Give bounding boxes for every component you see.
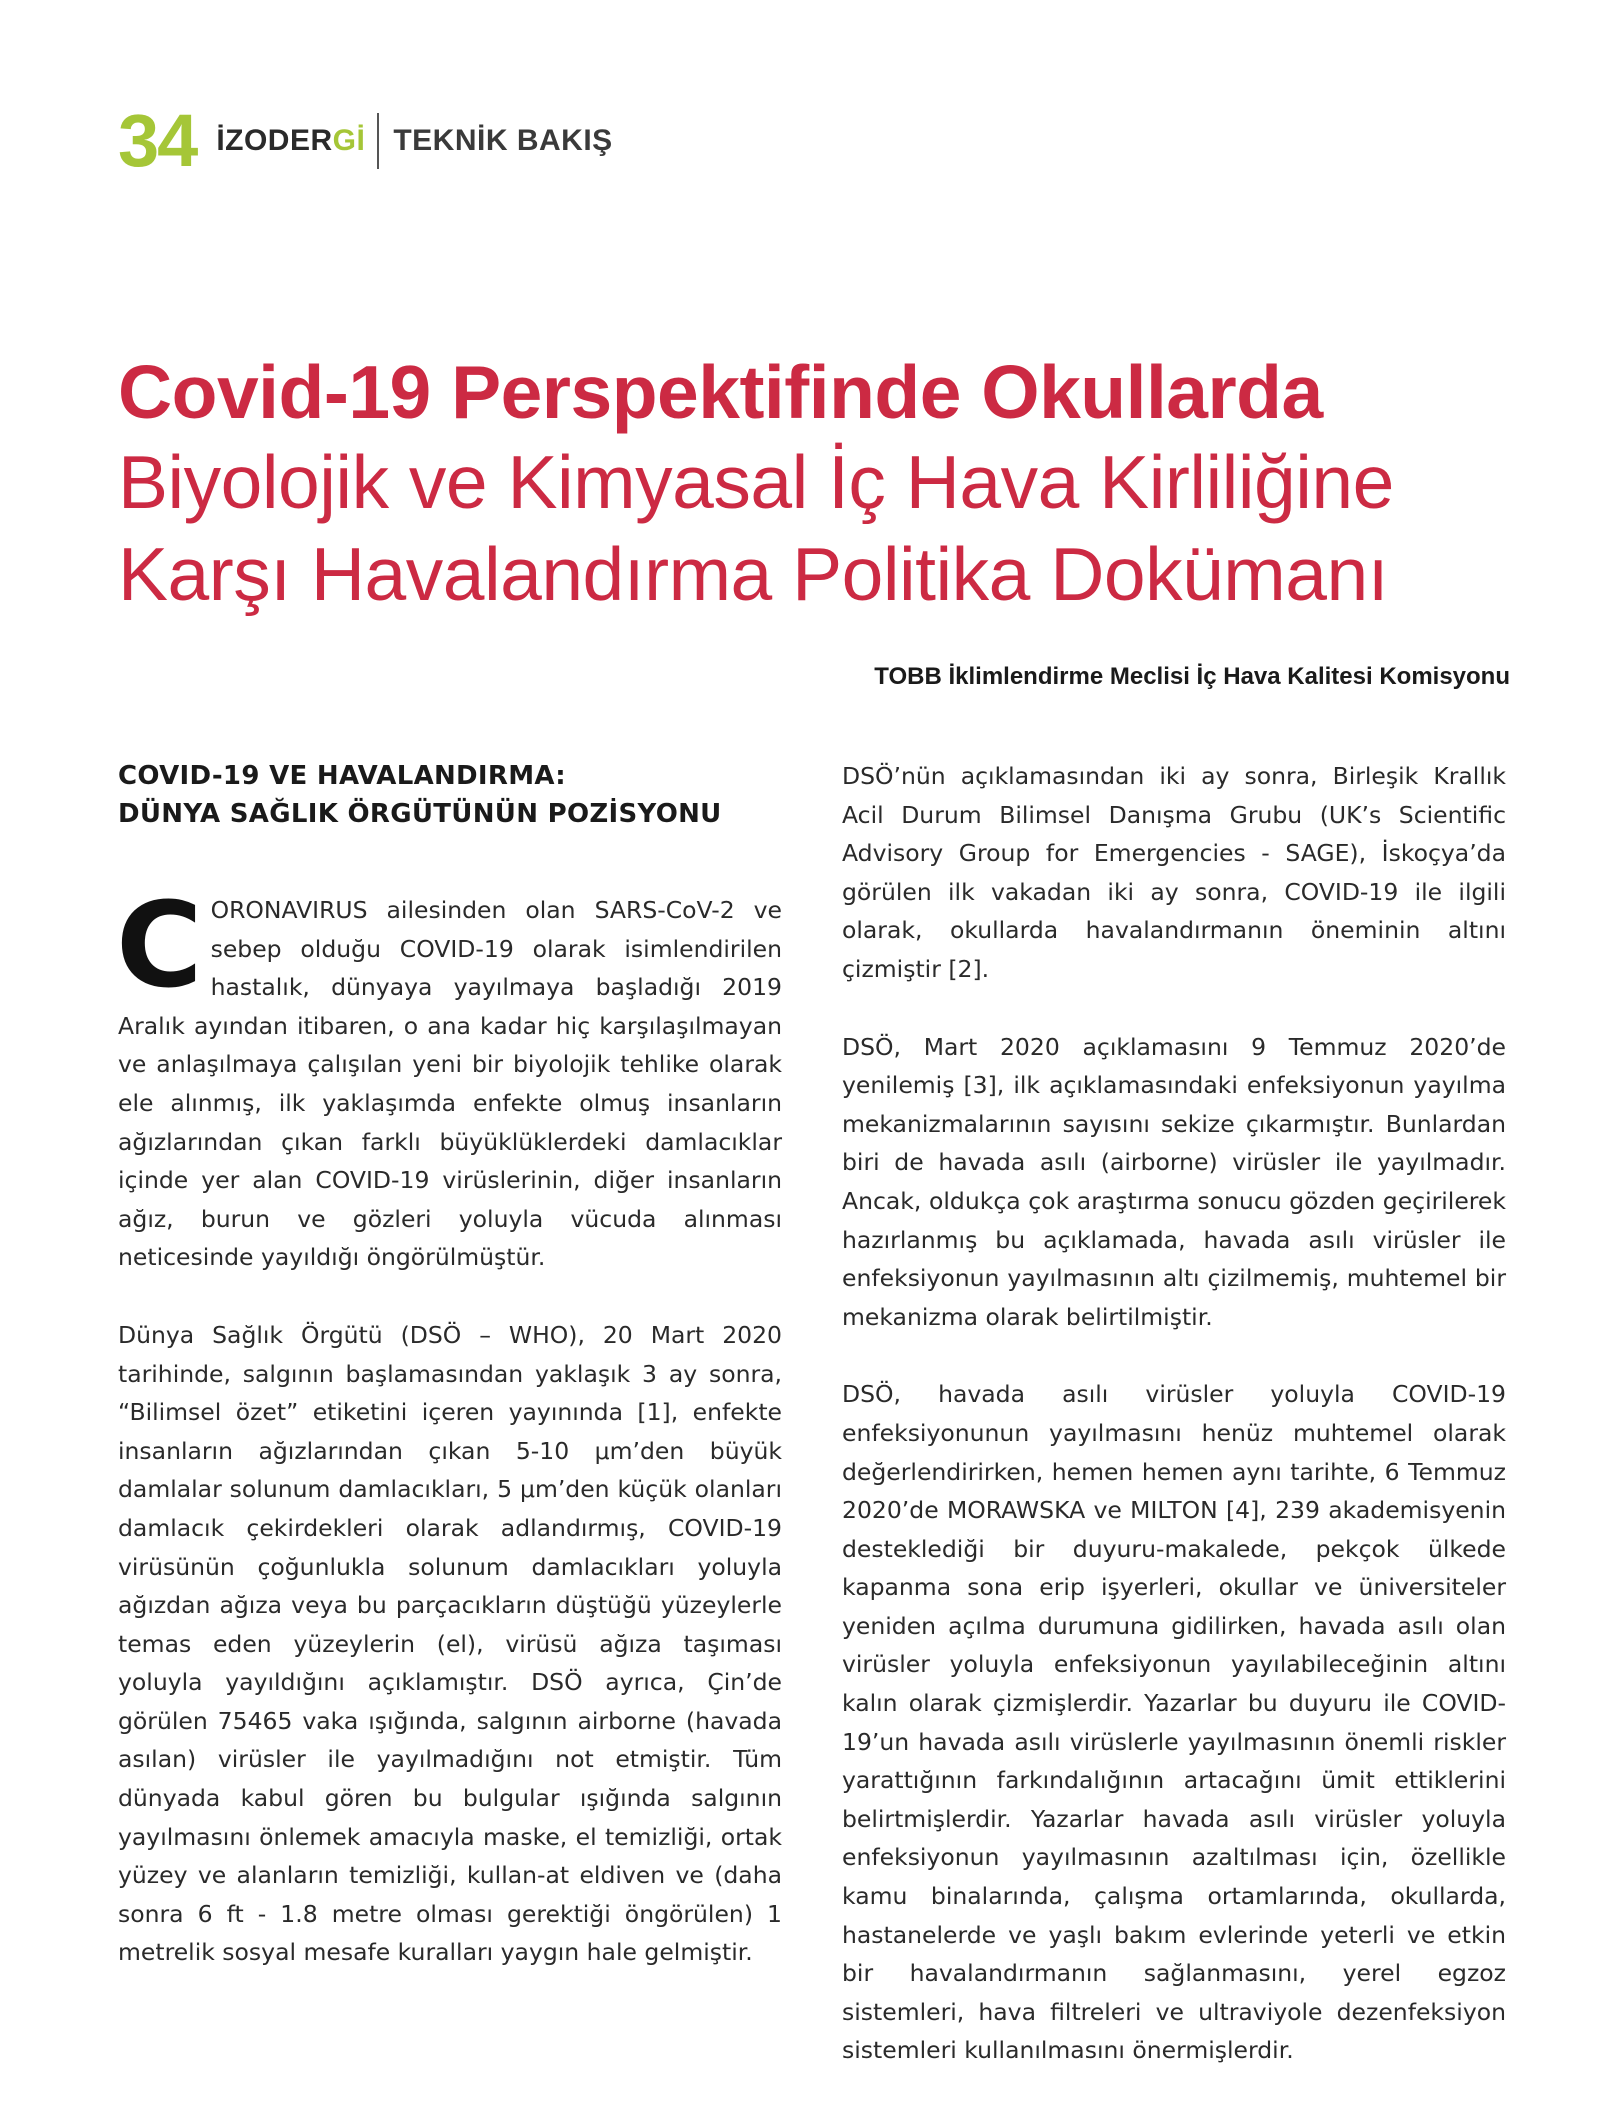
title-line-2: Biyolojik ve Kimyasal İç Hava Kirliliğine bbox=[118, 440, 1394, 524]
paragraph: DSÖ, Mart 2020 açıklamasını 9 Temmuz 2020’de yenilemiş [3], ilk açıklamasındaki enfeksiyonun yayılma mekanizmalarının sayısını sekize çıkarmıştır. Bunlardan biri de havada asılı (airborne) virüsler ile yayılmadır. Ancak, oldukça çok araştırma sonucu gözden geçirilerek hazırlanmış bu açıklamada, havada asılı virüsler ile enfeksiyonun yayılmasının altı çizilmemiş, muhtemel bir mekanizma olarak belirtilmiştir. bbox=[842, 1032, 1506, 1331]
title-line-1: Covid-19 Perspektifinde Okullarda bbox=[118, 350, 1323, 434]
right-column bbox=[842, 757, 1506, 2109]
brand-accent: Gİ bbox=[332, 124, 366, 157]
brand-main: İZODER bbox=[216, 124, 333, 157]
left-column bbox=[118, 757, 782, 2011]
section-subheading bbox=[118, 757, 782, 833]
header-divider bbox=[377, 113, 379, 169]
page-number: 34 bbox=[118, 99, 197, 182]
paragraph: DSÖ’nün açıklamasından iki ay sonra, Birleşik Krallık Acil Durum Bilimsel Danışma Grubu (UK’s Scientific Advisory Group for Emergencies - SAGE), İskoçya’da görülen ilk vakadan iki ay sonra, COVID-19 ile ilgili olarak, okullarda havalandırmanın öneminin altını çizmiştir [2]. bbox=[842, 762, 1506, 983]
article-byline: TOBB İklimlendirme Meclisi İç Hava Kalitesi Komisyonu bbox=[874, 663, 1510, 690]
subheading-line-2: DÜNYA SAĞLIK ÖRGÜTÜNÜN POZİSYONU bbox=[118, 799, 722, 829]
drop-cap: C bbox=[116, 876, 203, 1014]
article-title bbox=[118, 348, 1538, 620]
paragraph-text: ORONAVIRUS ailesinden olan SARS-CoV-2 ve sebep olduğu COVID-19 olarak isimlendirilen hastalık, dünyaya yayılmaya başladığı 2019 Aralık ayından itibaren, o ana kadar hiç karşılaşılmayan ve anlaşılmaya çalışılan yeni bir biyolojik tehlike olarak ele alınmış, ilk yaklaşımda enfekte olmuş insanların ağızlarından çıkan farklı büyüklüklerdeki damlacıklar içinde yer alan COVID-19 virüslerinin, diğer insanların ağız, burun ve gözleri yoluyla vücuda alınması neticesinde yayıldığı öngörülmüştür. bbox=[118, 896, 782, 1272]
paragraph bbox=[116, 876, 782, 1277]
paragraph: Dünya Sağlık Örgütü (DSÖ – WHO), 20 Mart 2020 tarihinde, salgının başlamasından yaklaşık 3 ay sonra, “Bilimsel özet” etiketini içeren yayınında [1], enfekte insanların ağızlarından çıkan 5-10 μm’den büyük damlalar solunum damlacıkları, 5 μm’den küçük olanları damlacık çekirdekleri olarak adlandırmış, COVID-19 virüsünün çoğunlukla solunum damlacıkları yoluyla ağızdan ağıza veya bu parçacıkların düştüğü yüzeylerle temas eden yüzeylerin (el), virüsü ağıza taşıması yoluyla yayıldığını açıklamıştır. DSÖ ayrıca, Çin’de görülen 75465 vaka ışığında, salgının airborne (havada asılan) virüsler ile yayılmadığını not etmiştir. Tüm dünyada kabul gören bu bulgular ışığında salgının yayılmasını önlemek amacıyla maske, el temizliği, ortak yüzey ve alanların temizliği, kullan-at eldiven ve (daha sonra 6 ft - 1.8 metre olması gerektiği öngörülen) 1 metrelik sosyal mesafe kuralları yaygın hale gelmiştir. bbox=[118, 1320, 782, 1967]
subheading-line-1: COVID-19 VE HAVALANDIRMA: bbox=[118, 761, 567, 791]
magazine-brand bbox=[216, 124, 365, 158]
title-line-3: Karşı Havalandırma Politika Dokümanı bbox=[118, 532, 1389, 616]
paragraph: DSÖ, havada asılı virüsler yoluyla COVID-19 enfeksiyonunun yayılmasını henüz muhtemel olarak değerlendirirken, hemen hemen aynı tarihte, 6 Temmuz 2020’de MORAWSKA ve MILTON [4], 239 akademisyenin desteklediği bir duyuru-makalede, pekçok ülkede kapanma sona erip işyerleri, okullar ve üniversiteler yeniden açılma durumuna gidilirken, havada asılı olan virüsler yoluyla enfeksiyonun yayılabileceğinin altını kalın olarak çizmişlerdir. Yazarlar bu duyuru ile COVID-19’un havada asılı virüslerle yayılmasının önemli riskler yarattığının farkındalığının artacağını ümit ettiklerini belirtmişlerdir. Yazarlar havada asılı virüsler yoluyla enfeksiyonun yayılmasının azaltılması için, özellikle kamu binalarında, çalışma ortamlarında, okullarda, hastanelerde ve yaşlı bakım evlerinde yeterli ve etkin bir havalandırmanın sağlanmasını, yerel egzoz sistemleri, hava filtreleri ve ultraviyole dezenfeksiyon sistemleri kullanılmasını önermişlerdir. bbox=[842, 1380, 1506, 2065]
section-name: TEKNİK BAKIŞ bbox=[393, 124, 613, 157]
page-header bbox=[118, 99, 613, 182]
